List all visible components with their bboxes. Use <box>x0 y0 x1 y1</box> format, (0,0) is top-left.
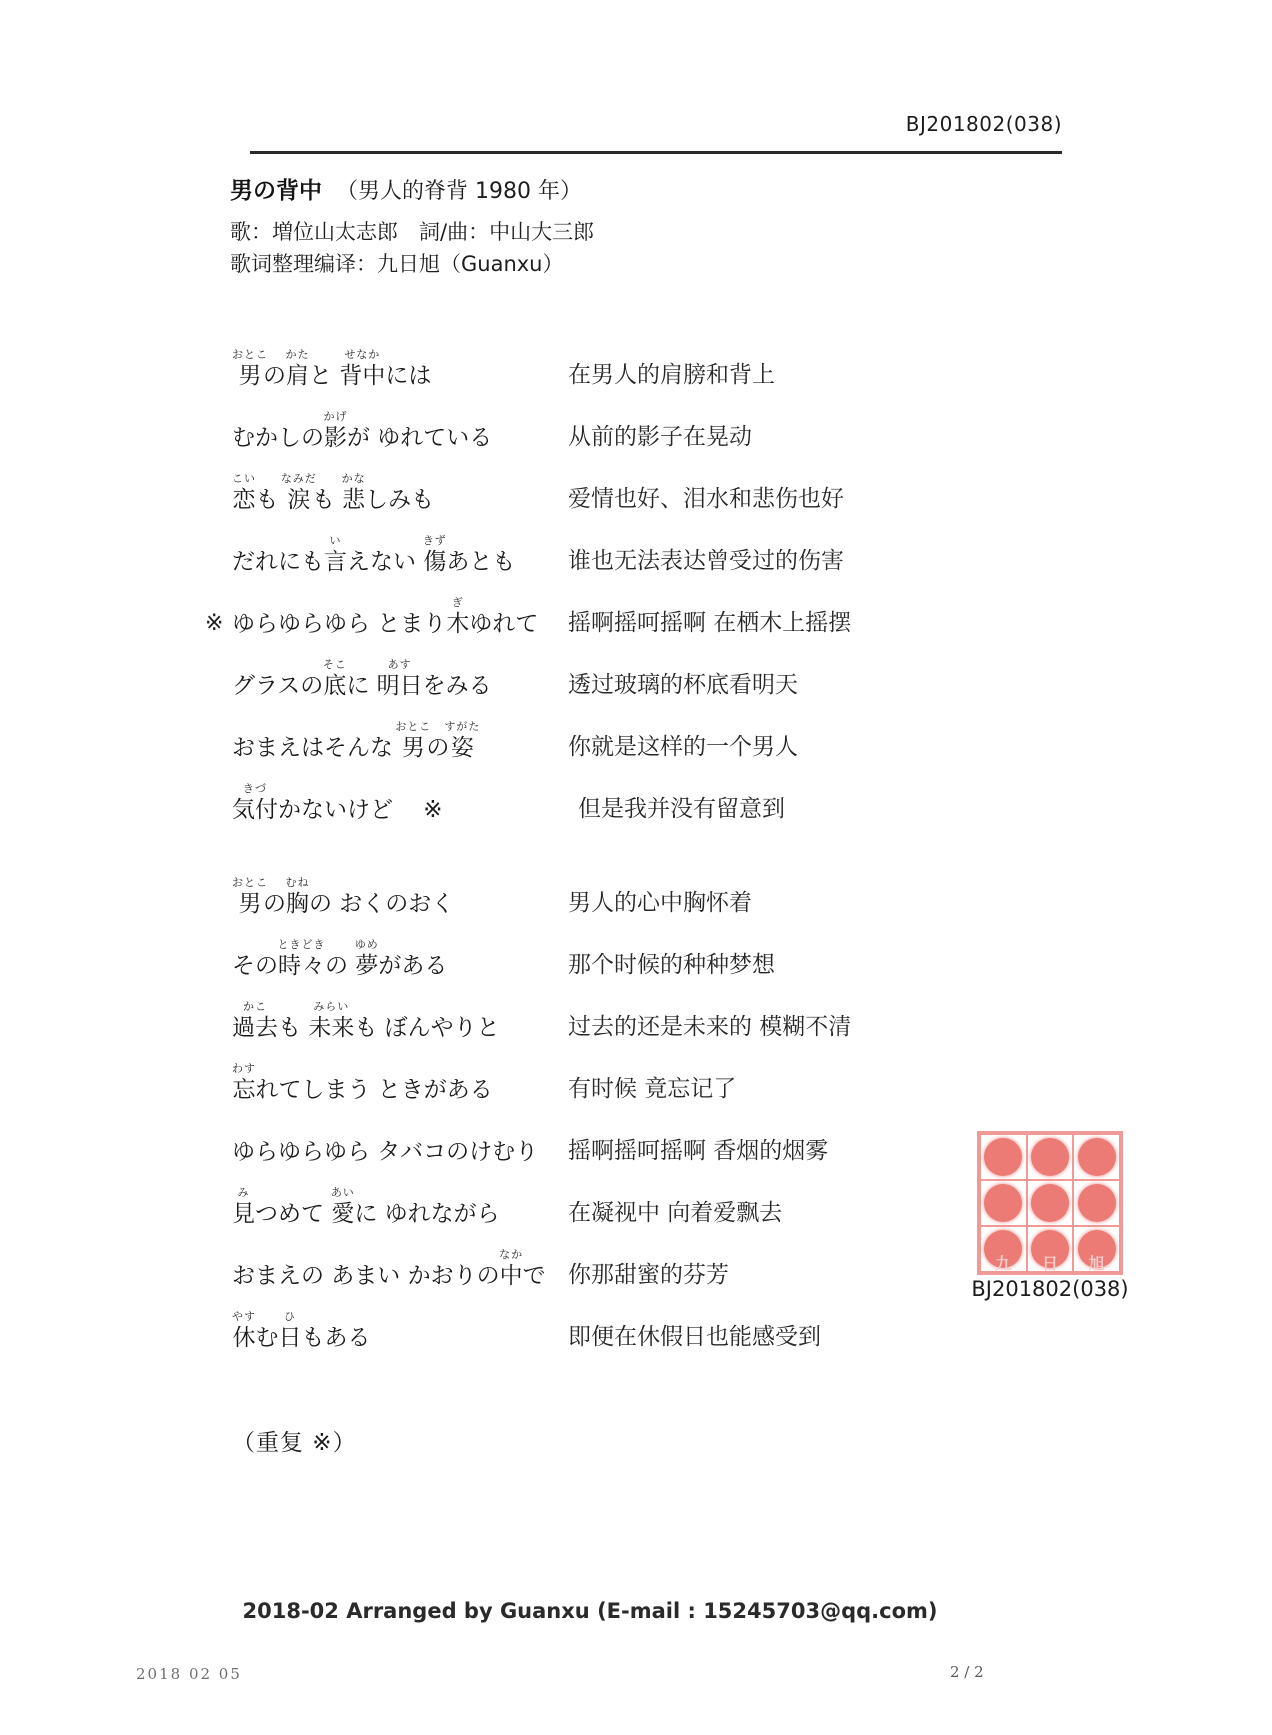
seal-cell <box>980 1226 1027 1272</box>
seal-circle <box>1031 1138 1069 1176</box>
lyric-chinese-translation: 透过玻璃的杯底看明天 <box>568 672 798 698</box>
song-title: 男の背中 <box>230 178 322 204</box>
song-title-translation: （男人的脊背 1980 年） <box>336 179 582 204</box>
lyric-japanese: 男おとこの肩かたと 背中せなかには <box>232 348 432 389</box>
lyric-japanese: 恋こいも 涙なみだも 悲かなしみも <box>232 472 435 513</box>
arranger-note: 2018-02 Arranged by Guanxu (E-mail : 15245703@qq.com) <box>242 1599 938 1623</box>
lyric-japanese: 過去かこも 未来みらいも ぼんやりと <box>232 1000 500 1041</box>
seal-circle <box>1078 1138 1116 1176</box>
lyric-line <box>205 1050 965 1112</box>
seal-circle <box>984 1184 1022 1222</box>
seal-char: 旭 <box>1088 1254 1105 1273</box>
lyric-japanese: その時々ときどきの 夢ゆめがある <box>232 938 448 979</box>
lyric-japanese: 男おとこの胸むねの おくのおく <box>232 876 455 917</box>
lyric-japanese: 気付きづかないけど ※ <box>232 782 443 823</box>
lyric-chinese-translation: 但是我并没有留意到 <box>578 796 785 822</box>
header-rule <box>250 151 1062 154</box>
lyric-chinese-translation: 即便在休假日也能感受到 <box>568 1324 821 1350</box>
seal-cell <box>980 1134 1027 1180</box>
lyric-chinese-translation: 在凝视中 向着爱飘去 <box>568 1200 783 1226</box>
lyric-japanese: むかしの影かげが ゆれている <box>232 410 493 451</box>
lyric-chinese-translation: 谁也无法表达曾受过的伤害 <box>568 548 844 574</box>
doc-id-header: BJ201802(038) <box>905 112 1062 136</box>
date-stamp: 2018 02 05 <box>136 1665 242 1683</box>
lyric-line <box>205 708 965 770</box>
lyric-line <box>205 336 965 398</box>
lyric-chinese-translation: 男人的心中胸怀着 <box>568 890 752 916</box>
seal-cell <box>980 1180 1027 1226</box>
page-number: 2 / 2 <box>950 1663 984 1681</box>
seal-stamp <box>977 1131 1123 1275</box>
lyric-line <box>205 988 965 1050</box>
lyric-chinese-translation: 从前的影子在晃动 <box>568 424 752 450</box>
lyric-japanese: 休やすむ日ひもある <box>232 1310 371 1351</box>
lyric-chinese-translation: 有时候 竟忘记了 <box>568 1076 737 1102</box>
lyric-line <box>205 1298 965 1360</box>
lyric-line <box>205 1112 965 1174</box>
credit-translator: 歌词整理编译：九日旭（Guanxu） <box>230 252 564 276</box>
repeat-note: （重复 ※） <box>232 1430 357 1456</box>
lyric-chinese-translation: 你就是这样的一个男人 <box>568 734 798 760</box>
seal-cell <box>1073 1180 1120 1226</box>
lyric-line <box>205 522 965 584</box>
lyric-chinese-translation: 爱情也好、泪水和悲伤也好 <box>568 486 844 512</box>
seal-cell <box>1073 1226 1120 1272</box>
seal-circle <box>984 1138 1022 1176</box>
seal-char: 日 <box>1041 1254 1058 1273</box>
stamp-doc-id: BJ201802(038) <box>971 1277 1129 1301</box>
lyric-japanese: 忘わすれてしまう ときがある <box>232 1062 493 1103</box>
lyric-chinese-translation: 摇啊摇呵摇啊 香烟的烟雾 <box>568 1138 829 1164</box>
credit-singer-composer: 歌：増位山太志郎 詞/曲：中山大三郎 <box>230 220 595 244</box>
seal-cell <box>1027 1180 1074 1226</box>
lyrics-list <box>205 336 965 1360</box>
song-title-line <box>230 172 582 205</box>
lyric-line <box>205 770 965 832</box>
lyric-japanese: ゆらゆらゆら とまり木ぎゆれて <box>232 596 539 637</box>
lyric-chinese-translation: 在男人的肩膀和背上 <box>568 362 775 388</box>
lyric-chinese-translation: 过去的还是未来的 模糊不清 <box>568 1014 852 1040</box>
lyric-japanese: おまえの あまい かおりの中なかで <box>232 1248 546 1289</box>
lyric-japanese: おまえはそんな 男おとこの姿すがた <box>232 720 481 761</box>
lyric-line <box>205 646 965 708</box>
seal-cell <box>1027 1134 1074 1180</box>
lyric-line <box>205 460 965 522</box>
lyric-chinese-translation: 你那甜蜜的芬芳 <box>568 1262 729 1288</box>
seal-circle <box>1031 1184 1069 1222</box>
lyric-line <box>205 584 965 646</box>
lyric-japanese: グラスの底そこに 明日あすをみる <box>232 658 492 699</box>
seal-char: 九 <box>995 1254 1012 1273</box>
lyric-line <box>205 864 965 926</box>
lyric-japanese: 見みつめて 愛あいに ゆれながら <box>232 1186 500 1227</box>
seal-cell <box>1027 1226 1074 1272</box>
seal-circle <box>1078 1184 1116 1222</box>
lyric-chinese-translation: 摇啊摇呵摇啊 在栖木上摇摆 <box>568 610 852 636</box>
lyric-japanese: ゆらゆらゆら タバコのけむり <box>232 1139 539 1165</box>
lyric-line <box>205 926 965 988</box>
seal-cell <box>1073 1134 1120 1180</box>
lyric-japanese: だれにも言いえない 傷きずあとも <box>232 534 516 575</box>
lyric-line <box>205 1174 965 1236</box>
lyric-line <box>205 398 965 460</box>
repeat-marker-icon: ※ <box>205 611 224 636</box>
lyric-chinese-translation: 那个时候的种种梦想 <box>568 952 775 978</box>
lyric-line <box>205 1236 965 1298</box>
